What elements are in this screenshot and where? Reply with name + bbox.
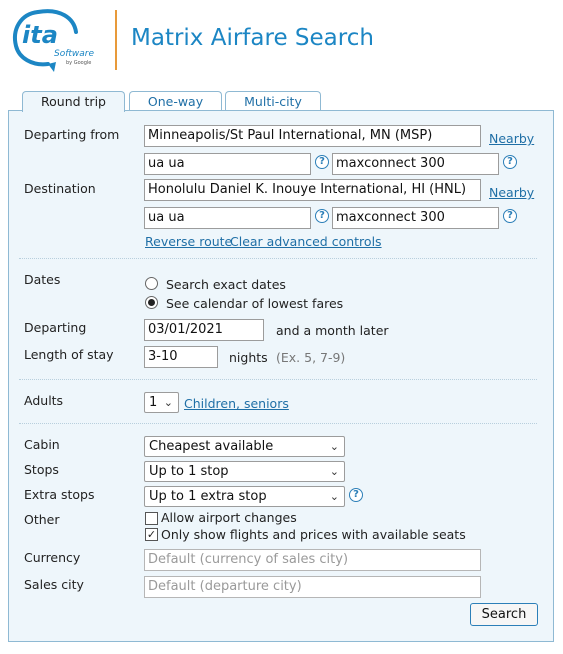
sales-city-label: Sales city — [24, 577, 84, 592]
length-of-stay-label: Length of stay — [24, 347, 114, 362]
adults-label: Adults — [24, 393, 64, 408]
clear-advanced-controls-link[interactable]: Clear advanced controls — [230, 234, 382, 249]
tab-one-way[interactable]: One-way — [129, 91, 222, 111]
search-button[interactable]: Search — [470, 603, 538, 626]
adults-select-value: 1 — [149, 395, 158, 410]
available-seats-checkbox[interactable]: ✓ — [146, 528, 157, 541]
section-divider — [19, 379, 537, 380]
extra-stops-label: Extra stops — [24, 487, 95, 502]
page-title: Matrix Airfare Search — [131, 25, 374, 51]
sales-city-input[interactable]: Default (departure city) — [144, 576, 481, 598]
stops-select-value: Up to 1 stop — [149, 464, 229, 479]
header-divider — [115, 10, 117, 70]
destination-nearby-link[interactable]: Nearby — [489, 185, 535, 200]
cabin-select-value: Cheapest available — [149, 439, 274, 454]
length-of-stay-example: (Ex. 5, 7-9) — [276, 350, 346, 365]
routing-help-icon[interactable]: ? — [315, 155, 329, 169]
departing-date-input[interactable]: 03/01/2021 — [144, 319, 264, 341]
cabin-label: Cabin — [24, 437, 60, 452]
calendar-lowest-fares-label[interactable]: See calendar of lowest fares — [166, 296, 344, 311]
tab-multi-city[interactable]: Multi-city — [225, 91, 321, 111]
chevron-down-icon: ⌄ — [329, 465, 339, 478]
svg-text:Software: Software — [54, 49, 95, 59]
destination-input[interactable]: Honolulu Daniel K. Inouye International, HI (HNL) — [144, 179, 481, 201]
logo-mark — [8, 6, 100, 72]
departing-from-input[interactable]: Minneapolis/St Paul International, MN (MSP) — [144, 125, 481, 147]
calendar-lowest-fares-radio[interactable] — [145, 296, 158, 309]
children-seniors-link[interactable]: Children, seniors — [184, 396, 289, 411]
tab-round-trip[interactable]: Round trip — [22, 91, 125, 112]
search-exact-dates-radio[interactable] — [145, 277, 158, 290]
destination-label: Destination — [24, 181, 96, 196]
allow-airport-changes-checkbox[interactable] — [145, 512, 158, 525]
stops-label: Stops — [24, 462, 59, 477]
search-exact-dates-label[interactable]: Search exact dates — [166, 277, 286, 292]
section-divider — [19, 258, 537, 259]
other-label: Other — [24, 512, 60, 527]
nights-label: nights — [229, 350, 268, 365]
currency-input[interactable]: Default (currency of sales city) — [144, 549, 481, 571]
available-seats-label[interactable]: Only show flights and prices with available seats — [161, 527, 466, 542]
ita-software-logo — [8, 6, 100, 72]
extra-stops-select[interactable] — [144, 486, 345, 507]
stops-select[interactable] — [144, 461, 345, 482]
extension-help-icon[interactable]: ? — [503, 209, 517, 223]
departing-from-label: Departing from — [24, 127, 120, 142]
departing-routing-codes-input[interactable]: ua ua — [144, 153, 311, 175]
chevron-down-icon: ⌄ — [329, 490, 339, 503]
adults-select[interactable] — [144, 392, 179, 413]
extra-stops-select-value: Up to 1 extra stop — [149, 489, 267, 504]
dates-label: Dates — [24, 272, 61, 287]
departing-extension-codes-input[interactable]: maxconnect 300 — [332, 153, 499, 175]
chevron-down-icon: ⌄ — [329, 440, 339, 453]
departing-date-suffix: and a month later — [276, 323, 389, 338]
length-of-stay-input[interactable]: 3-10 — [144, 346, 218, 368]
cabin-select[interactable] — [144, 436, 345, 457]
chevron-down-icon: ⌄ — [163, 396, 173, 409]
section-divider — [19, 423, 537, 424]
departing-date-label: Departing — [24, 320, 87, 335]
svg-text:by Google: by Google — [66, 60, 92, 66]
currency-label: Currency — [24, 550, 81, 565]
extension-help-icon[interactable]: ? — [503, 155, 517, 169]
extra-stops-help-icon[interactable]: ? — [349, 488, 363, 502]
destination-extension-codes-input[interactable]: maxconnect 300 — [332, 207, 499, 229]
routing-help-icon[interactable]: ? — [315, 209, 329, 223]
allow-airport-changes-label[interactable]: Allow airport changes — [161, 510, 297, 525]
reverse-route-link[interactable]: Reverse route — [145, 234, 233, 249]
svg-text:ita: ita — [22, 21, 58, 49]
destination-routing-codes-input[interactable]: ua ua — [144, 207, 311, 229]
departing-nearby-link[interactable]: Nearby — [489, 131, 535, 146]
